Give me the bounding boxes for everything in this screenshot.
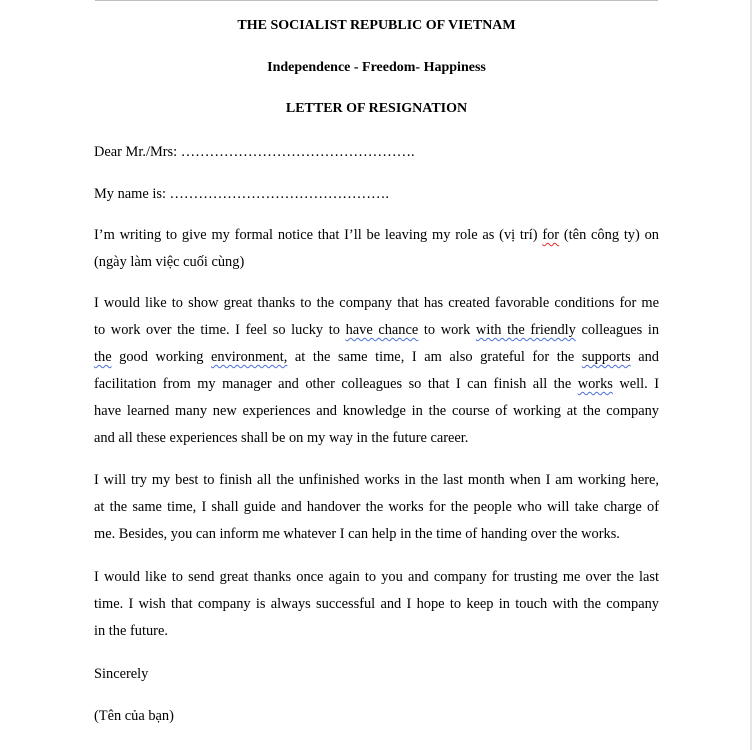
paragraph-line	[94, 222, 659, 249]
paragraph-line: I would like to send great thanks once again to you and company for trusting me over the last	[94, 569, 659, 585]
text-run: (tên công ty) on	[559, 227, 659, 243]
page-top-border	[95, 0, 658, 1]
paragraph-line	[94, 371, 659, 398]
text-run: colleagues in	[575, 322, 660, 338]
paragraph-line: have learned many new experiences and knowledge in the course of working at the company	[94, 403, 659, 419]
salutation-line: Dear Mr./Mrs: ………………………………………….	[94, 144, 415, 160]
grammar-flag: with the friendly	[475, 322, 576, 338]
text-run: to work	[418, 322, 476, 338]
text-run: at the same time, I am also grateful for the	[287, 349, 582, 365]
grammar-flag: supports	[581, 349, 631, 365]
text-run: good working	[111, 349, 212, 365]
paragraph-notice	[94, 222, 659, 276]
grammar-flag: works	[577, 376, 613, 392]
paragraph-closing-thanks	[94, 564, 659, 645]
grammar-flag: have chance	[345, 322, 419, 338]
letter-title: LETTER OF RESIGNATION	[285, 101, 468, 116]
paragraph-thanks	[94, 290, 659, 452]
grammar-flag: the	[94, 349, 112, 365]
text-run: well. I	[612, 376, 659, 392]
paragraph-line: time. I wish that company is always successful and I hope to keep in touch with the company	[94, 596, 659, 612]
country-heading: THE SOCIALIST REPUBLIC OF VIETNAM	[237, 18, 516, 33]
name-line: My name is: ……………………………………….	[94, 186, 390, 202]
grammar-flag: environment,	[211, 349, 288, 365]
paragraph-line: I will try my best to finish all the unfinished works in the last month when I am working here,	[94, 472, 659, 488]
text-run: facilitation from my manager and other colleagues so that I can finish all the	[94, 376, 578, 392]
spelling-flag: for	[542, 227, 560, 243]
paragraph-line: at the same time, I shall guide and handover the works for the people who will take charge of	[94, 499, 659, 515]
paragraph-line	[94, 344, 659, 371]
text-run: and	[630, 349, 659, 365]
signature-placeholder: (Tên của bạn)	[94, 708, 174, 724]
paragraph-line: I would like to show great thanks to the company that has created favorable conditions for me	[94, 295, 659, 311]
closing-word: Sincerely	[94, 666, 149, 682]
paragraph-line	[94, 317, 659, 344]
text-run: I’m writing to give my formal notice that I’ll be leaving my role as (vị trí)	[94, 227, 543, 243]
paragraph-handover	[94, 467, 659, 548]
paragraph-line: (ngày làm việc cuối cùng)	[94, 254, 245, 270]
paragraph-line: in the future.	[94, 623, 168, 639]
motto-heading: Independence - Freedom- Happiness	[267, 60, 486, 75]
paragraph-line: and all these experiences shall be on my way in the future career.	[94, 430, 469, 446]
text-run: to work over the time. I feel so lucky to	[94, 322, 346, 338]
paragraph-line: me. Besides, you can inform me whatever I can help in the time of handing over the works.	[94, 526, 620, 542]
